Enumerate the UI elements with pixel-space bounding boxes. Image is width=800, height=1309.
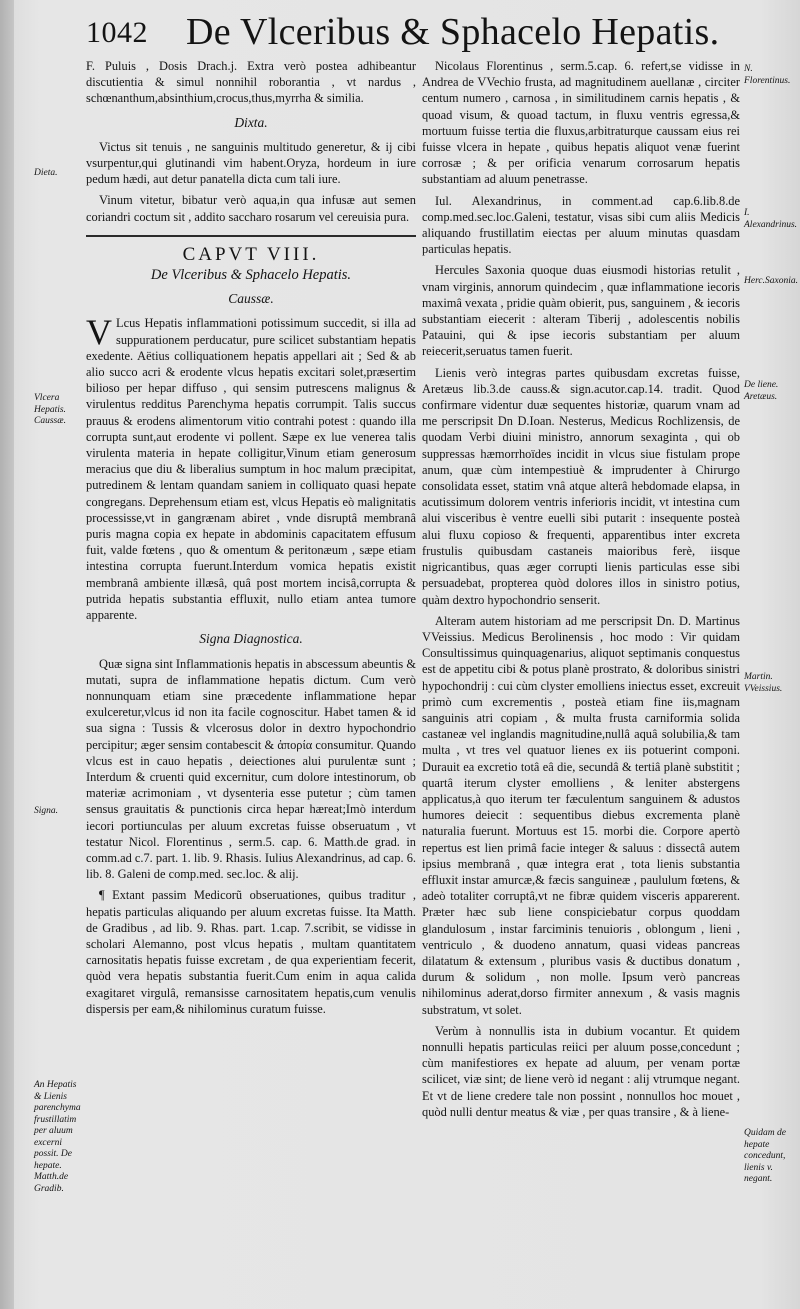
margin-note-dieta: Dieta.: [34, 168, 58, 178]
right-column: [422, 58, 740, 1125]
chapter-rule: [86, 235, 416, 237]
page-number: 1042: [86, 16, 148, 49]
causae-heading: Caussæ.: [228, 291, 274, 307]
signa-paragraph: Quæ signa sint Inflammationis hepatis in abscessum abeuntis & mutati, supra de inflammatione hepatis dictum. Cum verò nonnunquam etiam sine præcedente inflammatione hepar exulceretur,vlcus id non ita facile cognoscitur. Habet tamen & id sua signa : Tussis & vlcerosus dolor in dextro hypochondrio percipitur; æger sensim contabescit & ἀπορία consumitur. Quando vlcus est in cauo hepatis , deiectiones alui purulentæ sunt ; Interdum & cruenti quid excernitur, cum dolore intestinorum, ob materiæ acrimoniam , vt dysenteria esse putetur ; cùm tamen sensus grauitatis & punctionis circa hepar hæreat;Imò interdum iecori portiunculas per aluum excretas fuisse obseruatum , vt testatur Nicol. Florentinus , serm.5. cap. 6. Matth.de grad. in comm.ad c.7. part. 1. lib. 9. Rhasis. Iulius Alexandrinus, ad cap. 6. lib. 8. Galeni de comp.med. sec.loc. & alij.: [86, 656, 416, 882]
margin-note-quidam: Quidam de hepate concedunt, lienis v. negant.: [744, 1128, 786, 1184]
running-title: De Vlceribus & Sphacelo Hepatis.: [186, 11, 720, 53]
margin-note-florentinus: N. Florentinus.: [744, 64, 791, 86]
chapter-heading: CAPVT VIII.: [182, 243, 320, 265]
left-column: [86, 58, 416, 1022]
drop-cap: V: [86, 312, 112, 353]
causae-text: Lcus Hepatis inflammationi potissimum succedit, si illa ad suppurationem perducatur, pure scilicet substantiam hepatis exedente. Aëtius colliquationem hepatis appellari ait ; Sed & ab alio succo acri & erodente vlcus hepatis excitari solet,præsertim bilioso per hepar diffuso , qui sensim putrescens malignus & virulentus redditus Parenchyma hepatis corrumpit. Talis succus prauus & erodens alimentorum vitio contrahi potest : quando illa corrupta sunt,aut erodente vi pollent. Sæpe ex lue venerea talis virulenta materia in hepate colligitur,Vinum etiam generosum meracius que diu & liberalius sumptum in hoc malum præcipitat, putredinem & lentam quandam saniem in colliquato quasi hepate congregans. Deprehensum etiam est, vlcus Hepatis eò malignitatis processisse,vt in gangrænam abiret , vnde disruptâ membranâ puris magna copia ex hepate in abdominis capacitatem effusum fuit, valde fœtens , quo & omentum & peritonæum , sæpe etiam intestina corrupta fuerunt.Interdum vomica hepatis existit membranâ ambiente illæsâ, quâ post mortem incisâ,corrupta & putrida hepatis substantia effluxit, nullo etiam antea tumore apparente.: [86, 316, 416, 623]
margin-note-alexandrinus: I. Alexandrinus.: [744, 208, 798, 230]
causae-paragraph: [86, 312, 416, 623]
margin-note-saxonia: Herc.Saxonia.: [744, 276, 798, 286]
alexandrinus-paragraph: Iul. Alexandrinus, in comment.ad cap.6.lib.8.de comp.med.sec.loc.Galeni, testatur, visas sibi cum aliis Medicis aliquando frustillatim eiectas per aluum minutas quasdam particulas hepatis.: [422, 193, 740, 257]
margin-note-vlcera: Vlcera Hepatis. Caussæ.: [34, 393, 66, 426]
dubium-paragraph: Verùm à nonnullis ista in dubium vocantur. Et quidem nonnulli hepatis particulas reiici per aluum posse,concedunt ; cùm manifestiores ex hepate ad aluum, per venam portæ scilicet, viæ sint; de liene verò id negant : alij vtrumque negant. Et vt de liene credere tale non possint , nonnullos hoc mouet , quòd nulli dentur meatus & viæ , per quas transire , & à liene-: [422, 1023, 740, 1119]
margin-note-martin: Martin. VVeissius.: [744, 672, 783, 694]
saxonia-paragraph: Hercules Saxonia quoque duas eiusmodi historias retulit , vnam virginis, annorum quindecim , quæ inflammatione iecoris maximâ vexata , pridie quàm obierit, pus, sanguinem , & iecoris substantiam eiecerit : alteram Tiberij , adolescentis nobilis Patauini, qui & ipse iecoris substantiam per aluum reiecerit,seruatus tamen fuerit.: [422, 263, 740, 359]
running-header: [86, 10, 720, 54]
margin-note-an-hepatis: An Hepatis & Lienis parenchyma frustillatim per aluum excerni possit. De hepate. Matth.de Gradib.: [34, 1080, 81, 1194]
margin-note-signa: Signa.: [34, 806, 59, 816]
lienis-paragraph: Lienis verò integras partes quibusdam excretas fuisse, Aretæus lib.3.de causs.& sign.acutor.cap.14. tradit. Quod confirmare videntur duæ sequentes historiæ, quarum vnam ad me perscripsit Dn D.Ioan. Nesterus, Medicus Rochlizensis, de quodam Verbi diuini ministro, annorum sexaginta , qui ob suppressas hæmorrhoïdes incidit in vlcus siue fistulam prope anum, quæ cùm intempestiuè & imprudenter à Chirurgo consolidata esset, statim vnâ atque alterâ hebdomade elapsa, in acutissimum dolorem ventris inferioris incidit, vt intestina cum alui visceribus è ventre euelli sibi putarit : insequente posteà alui fluxu copioso & frequenti, apparentibus inter excreta frustulis quibusdam castaneis maioribus ferè, iisque nigricantibus, quas æger corrupti lienis particulas esse sibi persuadebat, propterea quòd dolores illos in sinistro potius, quàm dextro hypochondrio senserit.: [422, 365, 740, 607]
binding-shadow: [0, 0, 14, 1309]
dieta-paragraph-2: Vinum vitetur, bibatur verò aqua,in qua infusæ aut semen coriandri coctum sit , addito saccharo rosarum vel cereuisia pura.: [86, 193, 416, 224]
chapter-subtitle: De Vlceribus & Sphacelo Hepatis.: [150, 267, 352, 284]
weissius-paragraph: Alteram autem historiam ad me perscripsit Dn. D. Martinus VVeissius. Medicus Berolinensis , hoc modo : Vir quidam Consultissimus quinquagenarius, aliquot septimanis conquestus est de appetitu cibi & potus planè prostrato, & doloribus sinistri hypochondrij : cui cùm clyster emolliens iniectus esset, excreuit primò cum excrementis , posteà etiam fine iis,magnam sanguinis atri copiam , & multa frusta carniformia solida castaneæ vel inglandis magnitudine,nullâ aquâ solubilia,& tam multa , vt tres vel quatuor lienes ex iis potuerint componi. Durauit ea excretio totâ eâ die, secundâ & tertiâ planè substitit ; quartâ iterum clyster emolliens , & leniter abstergens applicatus,à quo iterum ter fæculentum sanguinem & adustos humores deiecit : sequentibus diebus excrementa planè naturalia fuerunt. Mortuus est 15. morbi die. Corpore apertò repertus est lien primâ facie integer & saluus : dissectâ autem ipsius membranâ , quæ integra erat , tota lienis substantia effluxit instar amurcæ,& fæcis sanguineæ , paululum fœtens, & adeò totaliter corruptâ,vt ne fibræ quidem visceris apparerent. Præter hæc sub liene conspiciebatur corpus quoddam glandulosum , instar farciminis tenuioris , oblongum , lieni , ventriculo , & duodeno annatum, quasi videas pancreas dilatatum & extensum , pluribus vasis & ductibus donatum , durum & solidum , non molle. Ipsum verò pancreas nihilominus aderat,dorso firmiter annexum , & vasis magnis substratum, vt solet.: [422, 613, 740, 1017]
extant-paragraph: ¶ Extant passim Medicorũ obseruationes, quibus traditur , hepatis particulas aliquando per aluum excretas fuisse. Ita Matth. de Gradibus , ad lib. 9. Rhas. part. 1.cap. 7.scribit, se vidisse in scholari Alemanno, post vlcus hepatis , multam quantitatem carnositatis hepatis fuisse excretam , de qua experientiam fecerit, quòd vera hepatis substantia fuerit.Cum enim in aqua calida exagitaret virgulâ, remansisse carnositatem hepatis,cum venulis dispersis per eam,& nihilominus curatum fuisse.: [86, 888, 416, 1016]
intro-text: F. Puluis , Dosis Drach.j. Extra verò postea adhibeantur discutientia & simul nonnihil roborantia , vt nardus , schœnanthum,absinthium,crocus,thus,myrrha & similia.: [86, 59, 416, 106]
florentinus-paragraph: Nicolaus Florentinus , serm.5.cap. 6. refert,se vidisse in Andrea de VVechio frusta, ad magnitudinem auellanæ , circiter centum numero , carnosa , in similitudinem carnis hepatis , & quoad visum, & quoad tactum, in fluxu ventris egressa,& mortuum fuisse tertia die fluxus,arbitraturque caussam eius rei fuisse vlcera in hepate , quibus hepatis aliquot venæ fuerint corrosæ ; & per orificia venarum corrosarum hepatis substantiam ad aluum penetrasse.: [422, 59, 740, 187]
margin-note-liene: De liene. Aretæus.: [744, 380, 779, 402]
signa-heading: Signa Diagnostica.: [199, 631, 303, 647]
dieta-paragraph-1: Victus sit tenuis , ne sanguinis multitudo generetur, & ij cibi vsurpentur,qui glutinandi vim habent.Oryza, hordeum in iure pedum hædi, aut detur panatella dicta cum tali iure.: [86, 139, 416, 187]
dieta-heading: Dixta.: [234, 114, 268, 130]
